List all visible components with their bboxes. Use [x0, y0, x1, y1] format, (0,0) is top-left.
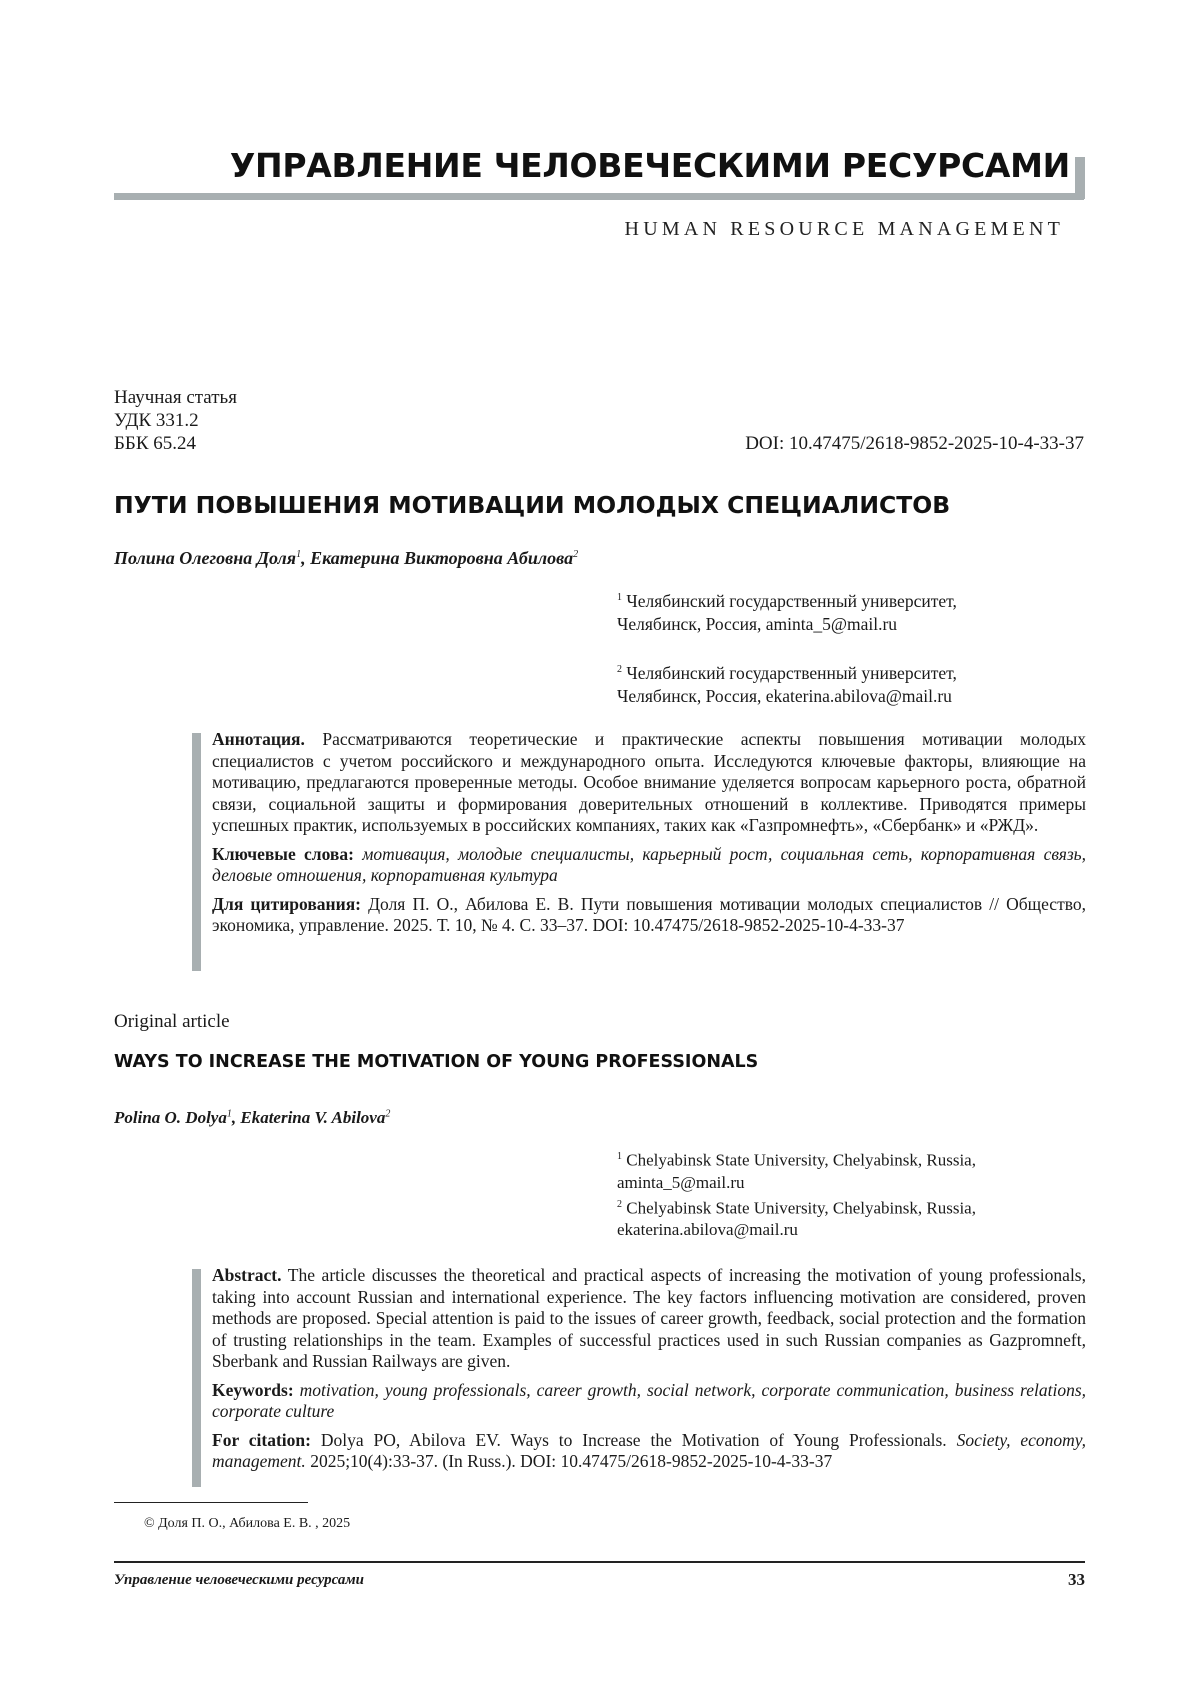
author2-en: Ekaterina V. Abilova [240, 1108, 386, 1127]
aff2-sup: 2 [617, 664, 622, 675]
citation-ru [196, 894, 1086, 937]
author2-ru: Екатерина Викторовна Абилова [310, 548, 574, 568]
citation-label: Для цитирования: [212, 893, 361, 914]
aff1-line1: Челябинский государственный университет, [622, 590, 957, 611]
aff2-line1: Челябинский государственный университет, [622, 662, 957, 683]
aff1-line2: Челябинск, Россия, aminta_5@mail.ru [617, 613, 898, 634]
abstract-en-bar [192, 1269, 201, 1487]
affiliations-en [617, 1146, 1087, 1241]
keywords-en [196, 1380, 1086, 1423]
author-en-separator: , [231, 1108, 241, 1127]
section-title: УПРАВЛЕНИЕ ЧЕЛОВЕЧЕСКИМИ РЕСУРСАМИ [229, 146, 1070, 185]
footer-journal-name: Управление человеческими ресурсами [114, 1572, 364, 1588]
copyright-footnote: © Доля П. О., Абилова Е. В. , 2025 [144, 1516, 351, 1531]
abstract-label: Аннотация. [212, 729, 305, 749]
abstract-en-label: Abstract. [212, 1265, 282, 1285]
keywords-label: Ключевые слова: [212, 843, 354, 864]
author2-en-sup: 2 [385, 1108, 391, 1120]
affiliation-2-ru [617, 658, 1087, 708]
keywords-en-label: Keywords: [212, 1379, 294, 1400]
abstract-ru-bar [192, 733, 201, 971]
citation-en-label: For citation: [212, 1429, 311, 1450]
keywords-body: мотивация, молодые специалисты, карьерный рост, социальная сеть, корпоративная связь, деловые отношения, корпоративная культура [212, 843, 1086, 885]
article-type: Научная статья [114, 387, 237, 408]
aff1-sup: 1 [617, 592, 622, 603]
aff1-en-line1: Chelyabinsk State University, Chelyabinsk, Russia, [622, 1150, 976, 1170]
section-subtitle: HUMAN RESOURCE MANAGEMENT [624, 218, 1064, 240]
footnote-rule [114, 1502, 308, 1503]
author2-sup: 2 [573, 549, 579, 560]
aff1-en-sup: 1 [617, 1151, 622, 1162]
aff2-en-line1: Chelyabinsk State University, Chelyabinsk, Russia, [622, 1198, 976, 1218]
aff2-en-line2: ekaterina.abilova@mail.ru [617, 1220, 798, 1240]
affiliation-1-ru [617, 586, 1087, 636]
keywords-ru [196, 844, 1086, 887]
page-number: 33 [1068, 1570, 1085, 1589]
keywords-en-body: motivation, young professionals, career growth, social network, corporate communication, business relations, corporate culture [212, 1379, 1086, 1421]
authors-ru [114, 548, 578, 569]
abstract-ru-text [196, 729, 1086, 837]
authors-en [114, 1108, 390, 1128]
article-meta [114, 386, 237, 455]
original-article-label: Original article [114, 1011, 230, 1032]
author1-en: Polina O. Dolya [114, 1108, 227, 1127]
article-title-en: WAYS TO INCREASE THE MOTIVATION OF YOUNG PROFESSIONALS [114, 1052, 759, 1072]
aff1-en-line2: aminta_5@mail.ru [617, 1172, 745, 1192]
abstract-en-body: The article discusses the theoretical and practical aspects of increasing the motivation of young professionals, taking into account Russian and international experience. The key factors influencing motivation are considered, proven methods are proposed. Special attention is paid to the issues of career growth, feedback, social protection and the formation of trusting relationships in the team. Examples of successful practices used in such Russian companies as Gazpromneft, Sberbank and Russian Railways are given. [212, 1265, 1086, 1371]
abstract-ru [196, 729, 1086, 944]
author1-ru: Полина Олеговна Доля [114, 548, 297, 568]
citation-body: Доля П. О., Абилова Е. В. Пути повышения мотивации молодых специалистов // Общество, экономика, управление. 2025. Т. 10, № 4. С. 33–37. DOI: 10.47475/2618-9852-2025-10-4-33-37 [212, 893, 1086, 935]
author1-sup: 1 [296, 549, 302, 560]
citation-en [196, 1430, 1086, 1473]
aff2-en-sup: 2 [617, 1198, 622, 1210]
author-separator: , [301, 548, 311, 568]
udk: УДК 331.2 [114, 410, 199, 431]
author1-en-sup: 1 [226, 1108, 232, 1120]
doi: DOI: 10.47475/2618-9852-2025-10-4-33-37 [745, 433, 1084, 454]
citation-en-body-2: 2025;10(4):33-37. (In Russ.). DOI: 10.47475/2618-9852-2025-10-4-33-37 [305, 1451, 833, 1471]
bbk: ББК 65.24 [114, 433, 196, 454]
citation-en-body-1: Dolya PO, Abilova EV. Ways to Increase the Motivation of Young Professionals. [310, 1429, 957, 1450]
aff2-line2: Челябинск, Россия, ekaterina.abilova@mail.ru [617, 685, 952, 706]
abstract-en [196, 1265, 1086, 1480]
article-title-ru: ПУТИ ПОВЫШЕНИЯ МОТИВАЦИИ МОЛОДЫХ СПЕЦИАЛИСТОВ [114, 491, 951, 519]
section-title-rule [114, 193, 1084, 200]
abstract-body: Рассматриваются теоретические и практические аспекты повышения мотивации молодых специалистов с учетом российского и международного опыта. Исследуются ключевые факторы, влияющие на мотивацию, предлагаются проверенные методы. Особое внимание уделяется вопросам карьерного роста, обратной связи, социальной защиты и формирования доверительных отношений в коллективе. Приводятся примеры успешных практик, используемых в российских компаниях, таких как «Газпромнефть», «Сбербанк» и «РЖД». [212, 729, 1086, 835]
footer-rule [114, 1561, 1085, 1563]
citation-en-journal: Society, economy, management. [212, 1429, 1086, 1471]
abstract-en-text [196, 1265, 1086, 1373]
